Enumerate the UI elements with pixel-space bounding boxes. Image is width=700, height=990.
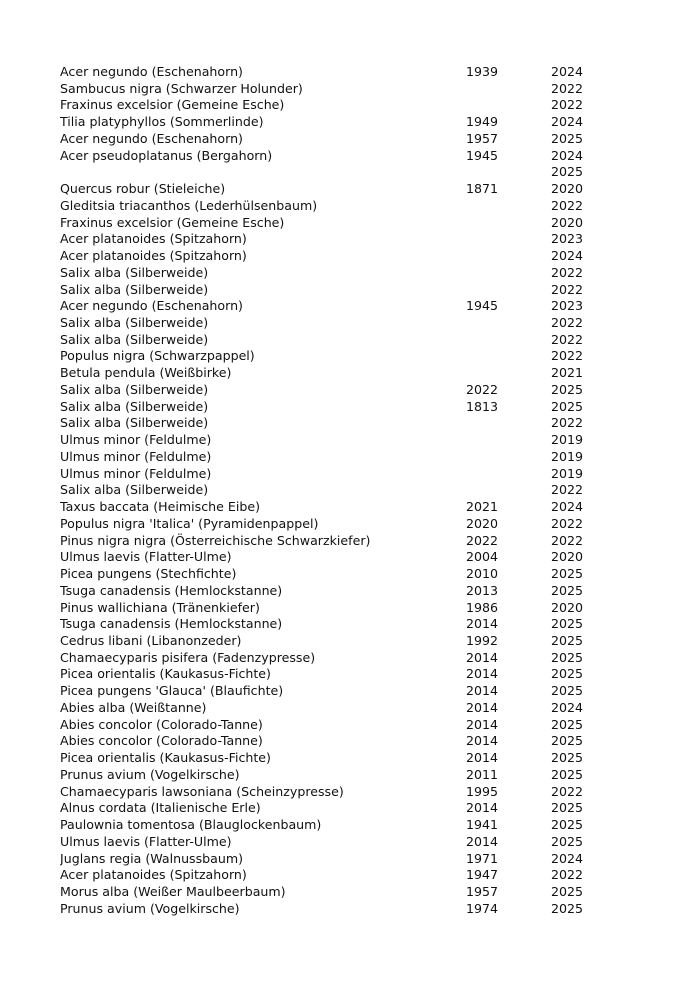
species-cell: Acer platanoides (Spitzahorn) [60, 248, 247, 264]
table-row [60, 533, 620, 550]
table-row [60, 382, 620, 399]
planted-year-cell: 1941 [466, 817, 499, 833]
table-row [60, 800, 620, 817]
planted-year-cell: 1871 [466, 181, 499, 197]
record-year-cell: 2025 [551, 582, 584, 598]
species-cell: Salix alba (Silberweide) [60, 482, 209, 498]
planted-year-cell: 1957 [466, 130, 499, 146]
planted-year-cell [466, 315, 551, 332]
species-cell: Salix alba (Silberweide) [60, 264, 209, 280]
planted-year-cell: 2020 [466, 515, 499, 531]
species-cell: Picea orientalis (Kaukasus-Fichte) [60, 750, 271, 766]
species-cell: Pinus nigra nigra (Österreichische Schwarzkiefer) [60, 532, 371, 548]
species-cell: Ulmus minor (Feldulme) [60, 465, 212, 481]
table-row [60, 449, 620, 466]
tree-list-table [60, 64, 620, 917]
table-row [60, 700, 620, 717]
species-cell: Juglans regia (Walnussbaum) [60, 850, 244, 866]
table-row [60, 265, 620, 282]
table-row [60, 315, 620, 332]
record-year-cell: 2024 [551, 147, 584, 163]
table-row [60, 600, 620, 617]
species-cell: Fraxinus excelsior (Gemeine Esche) [60, 97, 285, 113]
table-row [60, 399, 620, 416]
record-year-cell: 2025 [551, 381, 584, 397]
record-year-cell: 2025 [551, 666, 584, 682]
planted-year-cell [466, 432, 551, 449]
table-row [60, 784, 620, 801]
table-row [60, 867, 620, 884]
table-row [60, 164, 620, 181]
table-row [60, 650, 620, 667]
record-year-cell: 2019 [551, 465, 584, 481]
record-year-cell: 2025 [551, 716, 584, 732]
record-year-cell: 2020 [551, 599, 584, 615]
species-cell: Acer negundo (Eschenahorn) [60, 130, 243, 146]
species-cell: Prunus avium (Vogelkirsche) [60, 766, 240, 782]
planted-year-cell: 2014 [466, 666, 499, 682]
record-year-cell: 2022 [551, 515, 584, 531]
planted-year-cell: 1945 [466, 147, 499, 163]
species-cell: Cedrus libani (Libanonzeder) [60, 632, 242, 648]
species-cell: Populus nigra (Schwarzpappel) [60, 348, 255, 364]
table-row [60, 499, 620, 516]
record-year-cell: 2025 [551, 750, 584, 766]
record-year-cell: 2022 [551, 783, 584, 799]
species-cell: Acer negundo (Eschenahorn) [60, 298, 243, 314]
planted-year-cell [466, 248, 551, 265]
planted-year-cell: 2013 [466, 582, 499, 598]
species-cell: Gleditsia triacanthos (Lederhülsenbaum) [60, 197, 318, 213]
planted-year-cell [466, 282, 551, 299]
record-year-cell: 2025 [551, 130, 584, 146]
planted-year-cell: 2022 [466, 381, 499, 397]
planted-year-cell: 2011 [466, 766, 499, 782]
planted-year-cell: 2014 [466, 733, 499, 749]
planted-year-cell [466, 231, 551, 248]
table-row [60, 231, 620, 248]
record-year-cell: 2025 [551, 817, 584, 833]
species-cell: Quercus robur (Stieleiche) [60, 181, 226, 197]
table-row [60, 834, 620, 851]
table-row [60, 616, 620, 633]
species-cell: Chamaecyparis lawsoniana (Scheinzypresse) [60, 783, 344, 799]
table-row [60, 767, 620, 784]
table-row [60, 750, 620, 767]
record-year-cell: 2025 [551, 733, 584, 749]
species-cell: Abies concolor (Colorado-Tanne) [60, 733, 263, 749]
planted-year-cell: 1813 [466, 398, 499, 414]
record-year-cell: 2024 [551, 850, 584, 866]
table-row [60, 666, 620, 683]
record-year-cell: 2022 [551, 80, 584, 96]
table-row [60, 348, 620, 365]
planted-year-cell [466, 348, 551, 365]
record-year-cell: 2020 [551, 181, 584, 197]
planted-year-cell [466, 97, 551, 114]
record-year-cell: 2022 [551, 348, 584, 364]
table-row [60, 733, 620, 750]
species-cell [60, 164, 466, 181]
record-year-cell: 2025 [551, 632, 584, 648]
planted-year-cell [466, 415, 551, 432]
species-cell: Picea pungens 'Glauca' (Blaufichte) [60, 683, 284, 699]
record-year-cell: 2021 [551, 365, 584, 381]
planted-year-cell: 2021 [466, 499, 499, 515]
species-cell: Populus nigra 'Italica' (Pyramidenpappel) [60, 515, 319, 531]
planted-year-cell: 1992 [466, 632, 499, 648]
planted-year-cell: 1949 [466, 114, 499, 130]
planted-year-cell: 1945 [466, 298, 499, 314]
table-row [60, 466, 620, 483]
record-year-cell: 2019 [551, 432, 584, 448]
species-cell: Chamaecyparis pisifera (Fadenzypresse) [60, 649, 316, 665]
planted-year-cell [466, 449, 551, 466]
table-row [60, 148, 620, 165]
species-cell: Morus alba (Weißer Maulbeerbaum) [60, 883, 286, 899]
planted-year-cell: 1971 [466, 850, 499, 866]
record-year-cell: 2023 [551, 231, 584, 247]
record-year-cell: 2022 [551, 867, 584, 883]
planted-year-cell: 2014 [466, 800, 499, 816]
table-row [60, 332, 620, 349]
planted-year-cell: 2014 [466, 750, 499, 766]
table-row [60, 583, 620, 600]
table-row [60, 482, 620, 499]
record-year-cell: 2023 [551, 298, 584, 314]
planted-year-cell [466, 482, 551, 499]
table-row [60, 248, 620, 265]
species-cell: Ulmus minor (Feldulme) [60, 432, 212, 448]
species-cell: Ulmus laevis (Flatter-Ulme) [60, 833, 232, 849]
record-year-cell: 2020 [551, 214, 584, 230]
planted-year-cell: 1986 [466, 599, 499, 615]
record-year-cell: 2022 [551, 97, 584, 113]
table-row [60, 215, 620, 232]
planted-year-cell [466, 81, 551, 98]
record-year-cell: 2025 [551, 164, 584, 180]
record-year-cell: 2022 [551, 331, 584, 347]
table-row [60, 81, 620, 98]
planted-year-cell: 2014 [466, 716, 499, 732]
species-cell: Salix alba (Silberweide) [60, 415, 209, 431]
planted-year-cell: 2014 [466, 833, 499, 849]
table-row [60, 415, 620, 432]
table-row [60, 432, 620, 449]
species-cell: Tilia platyphyllos (Sommerlinde) [60, 114, 264, 130]
record-year-cell: 2022 [551, 532, 584, 548]
table-row [60, 516, 620, 533]
record-year-cell: 2024 [551, 248, 584, 264]
species-cell: Paulownia tomentosa (Blauglockenbaum) [60, 817, 322, 833]
planted-year-cell: 2010 [466, 566, 499, 582]
planted-year-cell [466, 164, 551, 181]
tree-list-body [60, 64, 620, 917]
table-row [60, 566, 620, 583]
planted-year-cell: 2022 [466, 532, 499, 548]
species-cell: Abies alba (Weißtanne) [60, 699, 207, 715]
table-row [60, 282, 620, 299]
species-cell: Acer pseudoplatanus (Bergahorn) [60, 147, 273, 163]
planted-year-cell: 1974 [466, 900, 499, 916]
table-row [60, 298, 620, 315]
species-cell: Acer platanoides (Spitzahorn) [60, 867, 247, 883]
record-year-cell: 2022 [551, 415, 584, 431]
table-row [60, 683, 620, 700]
species-cell: Salix alba (Silberweide) [60, 331, 209, 347]
planted-year-cell [466, 365, 551, 382]
species-cell: Abies concolor (Colorado-Tanne) [60, 716, 263, 732]
record-year-cell: 2025 [551, 833, 584, 849]
record-year-cell: 2025 [551, 683, 584, 699]
document-page [60, 64, 620, 917]
species-cell: Taxus baccata (Heimische Eibe) [60, 499, 260, 515]
planted-year-cell: 1995 [466, 783, 499, 799]
table-row [60, 131, 620, 148]
record-year-cell: 2022 [551, 281, 584, 297]
record-year-cell: 2025 [551, 766, 584, 782]
species-cell: Prunus avium (Vogelkirsche) [60, 900, 240, 916]
table-row [60, 549, 620, 566]
record-year-cell: 2024 [551, 114, 584, 130]
species-cell: Tsuga canadensis (Hemlockstanne) [60, 582, 283, 598]
species-cell: Betula pendula (Weißbirke) [60, 365, 232, 381]
planted-year-cell: 2004 [466, 549, 499, 565]
record-year-cell: 2020 [551, 549, 584, 565]
table-row [60, 97, 620, 114]
planted-year-cell [466, 332, 551, 349]
record-year-cell: 2024 [551, 499, 584, 515]
table-row [60, 198, 620, 215]
table-row [60, 181, 620, 198]
species-cell: Tsuga canadensis (Hemlockstanne) [60, 616, 283, 632]
species-cell: Salix alba (Silberweide) [60, 315, 209, 331]
species-cell: Alnus cordata (Italienische Erle) [60, 800, 261, 816]
table-row [60, 901, 620, 918]
planted-year-cell [466, 265, 551, 282]
table-row [60, 851, 620, 868]
species-cell: Acer negundo (Eschenahorn) [60, 64, 243, 79]
record-year-cell: 2022 [551, 482, 584, 498]
record-year-cell: 2025 [551, 900, 584, 916]
planted-year-cell [466, 466, 551, 483]
record-year-cell: 2025 [551, 800, 584, 816]
species-cell: Picea pungens (Stechfichte) [60, 566, 237, 582]
species-cell: Fraxinus excelsior (Gemeine Esche) [60, 214, 285, 230]
table-row [60, 884, 620, 901]
table-row [60, 817, 620, 834]
record-year-cell: 2025 [551, 616, 584, 632]
table-row [60, 633, 620, 650]
species-cell: Ulmus laevis (Flatter-Ulme) [60, 549, 232, 565]
species-cell: Salix alba (Silberweide) [60, 381, 209, 397]
record-year-cell: 2025 [551, 566, 584, 582]
record-year-cell: 2022 [551, 264, 584, 280]
planted-year-cell: 2014 [466, 699, 499, 715]
species-cell: Pinus wallichiana (Tränenkiefer) [60, 599, 260, 615]
species-cell: Ulmus minor (Feldulme) [60, 448, 212, 464]
record-year-cell: 2022 [551, 197, 584, 213]
planted-year-cell: 2014 [466, 649, 499, 665]
table-row [60, 114, 620, 131]
planted-year-cell [466, 215, 551, 232]
planted-year-cell: 1957 [466, 883, 499, 899]
table-row [60, 717, 620, 734]
species-cell: Salix alba (Silberweide) [60, 281, 209, 297]
record-year-cell: 2025 [551, 398, 584, 414]
record-year-cell: 2025 [551, 649, 584, 665]
table-row [60, 365, 620, 382]
planted-year-cell: 2014 [466, 616, 499, 632]
record-year-cell: 2019 [551, 448, 584, 464]
planted-year-cell: 1939 [466, 64, 499, 79]
species-cell: Picea orientalis (Kaukasus-Fichte) [60, 666, 271, 682]
table-row [60, 64, 620, 81]
planted-year-cell: 1947 [466, 867, 499, 883]
planted-year-cell [466, 198, 551, 215]
record-year-cell: 2025 [551, 883, 584, 899]
species-cell: Acer platanoides (Spitzahorn) [60, 231, 247, 247]
record-year-cell: 2022 [551, 315, 584, 331]
record-year-cell: 2024 [551, 64, 584, 79]
record-year-cell: 2024 [551, 699, 584, 715]
planted-year-cell: 2014 [466, 683, 499, 699]
species-cell: Sambucus nigra (Schwarzer Holunder) [60, 80, 303, 96]
species-cell: Salix alba (Silberweide) [60, 398, 209, 414]
